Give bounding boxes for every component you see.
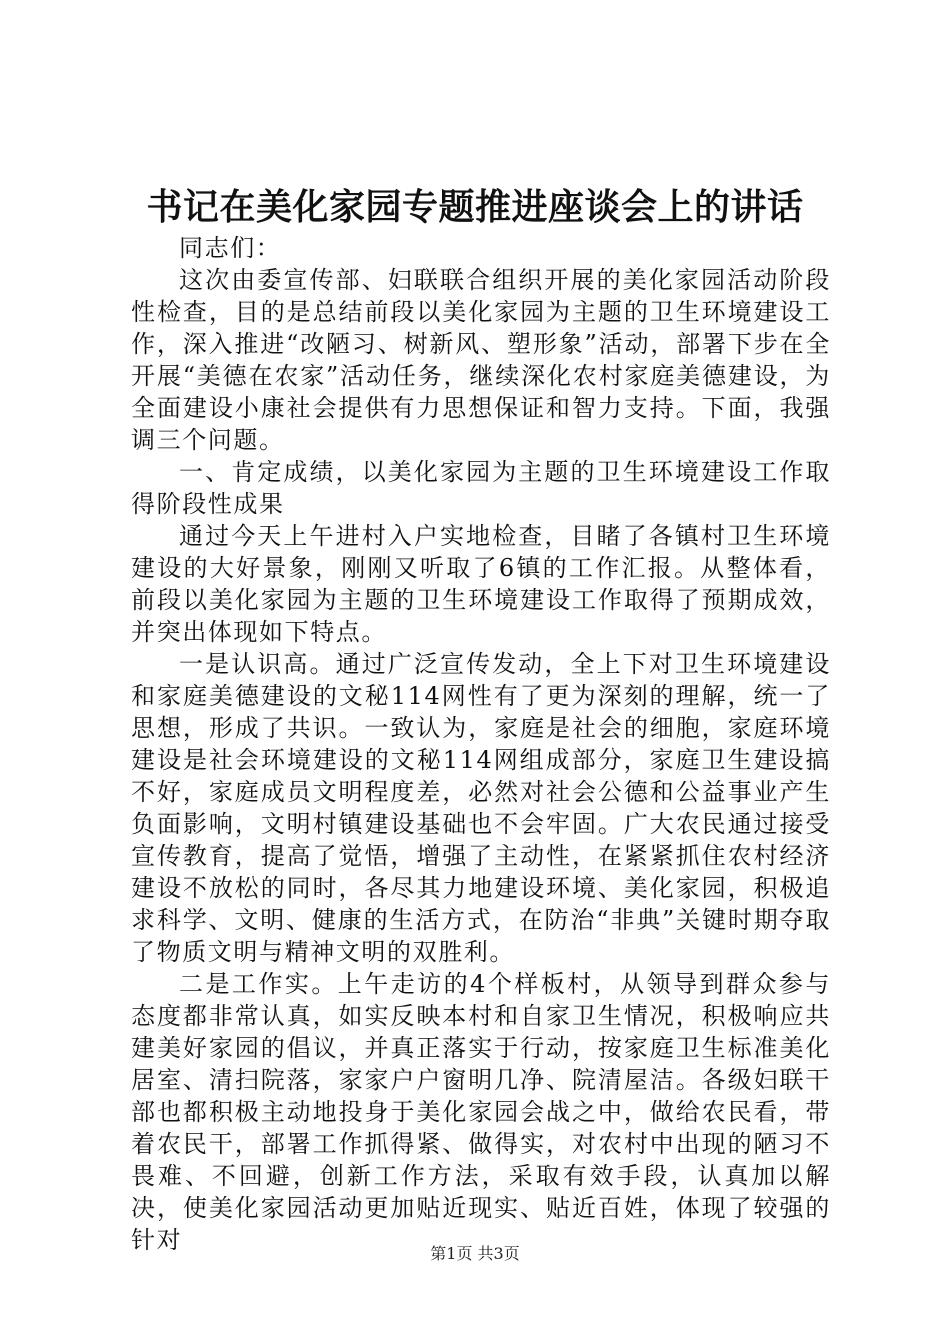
section-heading-paragraph: 一、肯定成绩，以美化家园为主题的卫生环境建设工作取得阶段性成果 [131,458,831,518]
point-two-paragraph: 二是工作实。上午走访的4个样板村，从领导到群众参与态度都非常认真，如实反映本村和自家卫生情况，积极响应共建美好家园的倡议，并真正落实于行动，按家庭卫生标准美化居室、清扫院落，家家户户窗明几净、院清屋洁。各级妇联干部也都积极主动地投身于美化家园会战之中，做给农民看，带着农民干，部署工作抓得紧、做得实，对农村中出现的陋习不畏难、不回避，创新工作方法，采取有效手段，认真加以解决，使美化家园活动更加贴近现实、贴近百姓，体现了较强的针对 [131,970,831,1254]
salutation-paragraph: 同志们： [179,234,282,262]
intro-paragraph: 这次由委宣传部、妇联联合组织开展的美化家园活动阶段性检查，目的是总结前段以美化家园为主题的卫生环境建设工作，深入推进“改陋习、树新风、塑形象”活动，部署下步在全开展“美德在农家”活动任务，继续深化农村家庭美德建设，为全面建设小康社会提供有力思想保证和智力支持。下面，我强调三个问题。 [131,266,831,454]
page-number-footer: 第1页 共3页 [430,1244,520,1263]
document-title: 书记在美化家园专题推进座谈会上的讲话 [146,186,804,228]
document-body [131,232,831,1256]
point-one-paragraph: 一是认识高。通过广泛宣传发动，全上下对卫生环境建设和家庭美德建设的文秘114网性有了更为深刻的理解，统一了思想，形成了共识。一致认为，家庭是社会的细胞，家庭环境建设是社会环境建设的文秘114网组成部分，家庭卫生建设搞不好，家庭成员文明程度差，必然对社会公德和公益事业产生负面影响，文明村镇建设基础也不会牢固。广大农民通过接受宣传教育，提高了觉悟，增强了主动性，在紧紧抓住农村经济建设不放松的同时，各尽其力地建设环境、美化家园，积极追求科学、文明、健康的生活方式，在防治“非典”关键时期夺取了物质文明与精神文明的双胜利。 [131,650,831,966]
overview-paragraph: 通过今天上午进村入户实地检查，目睹了各镇村卫生环境建设的大好景象，刚刚又听取了6镇的工作汇报。从整体看，前段以美化家园为主题的卫生环境建设工作取得了预期成效，并突出体现如下特点。 [131,522,831,646]
